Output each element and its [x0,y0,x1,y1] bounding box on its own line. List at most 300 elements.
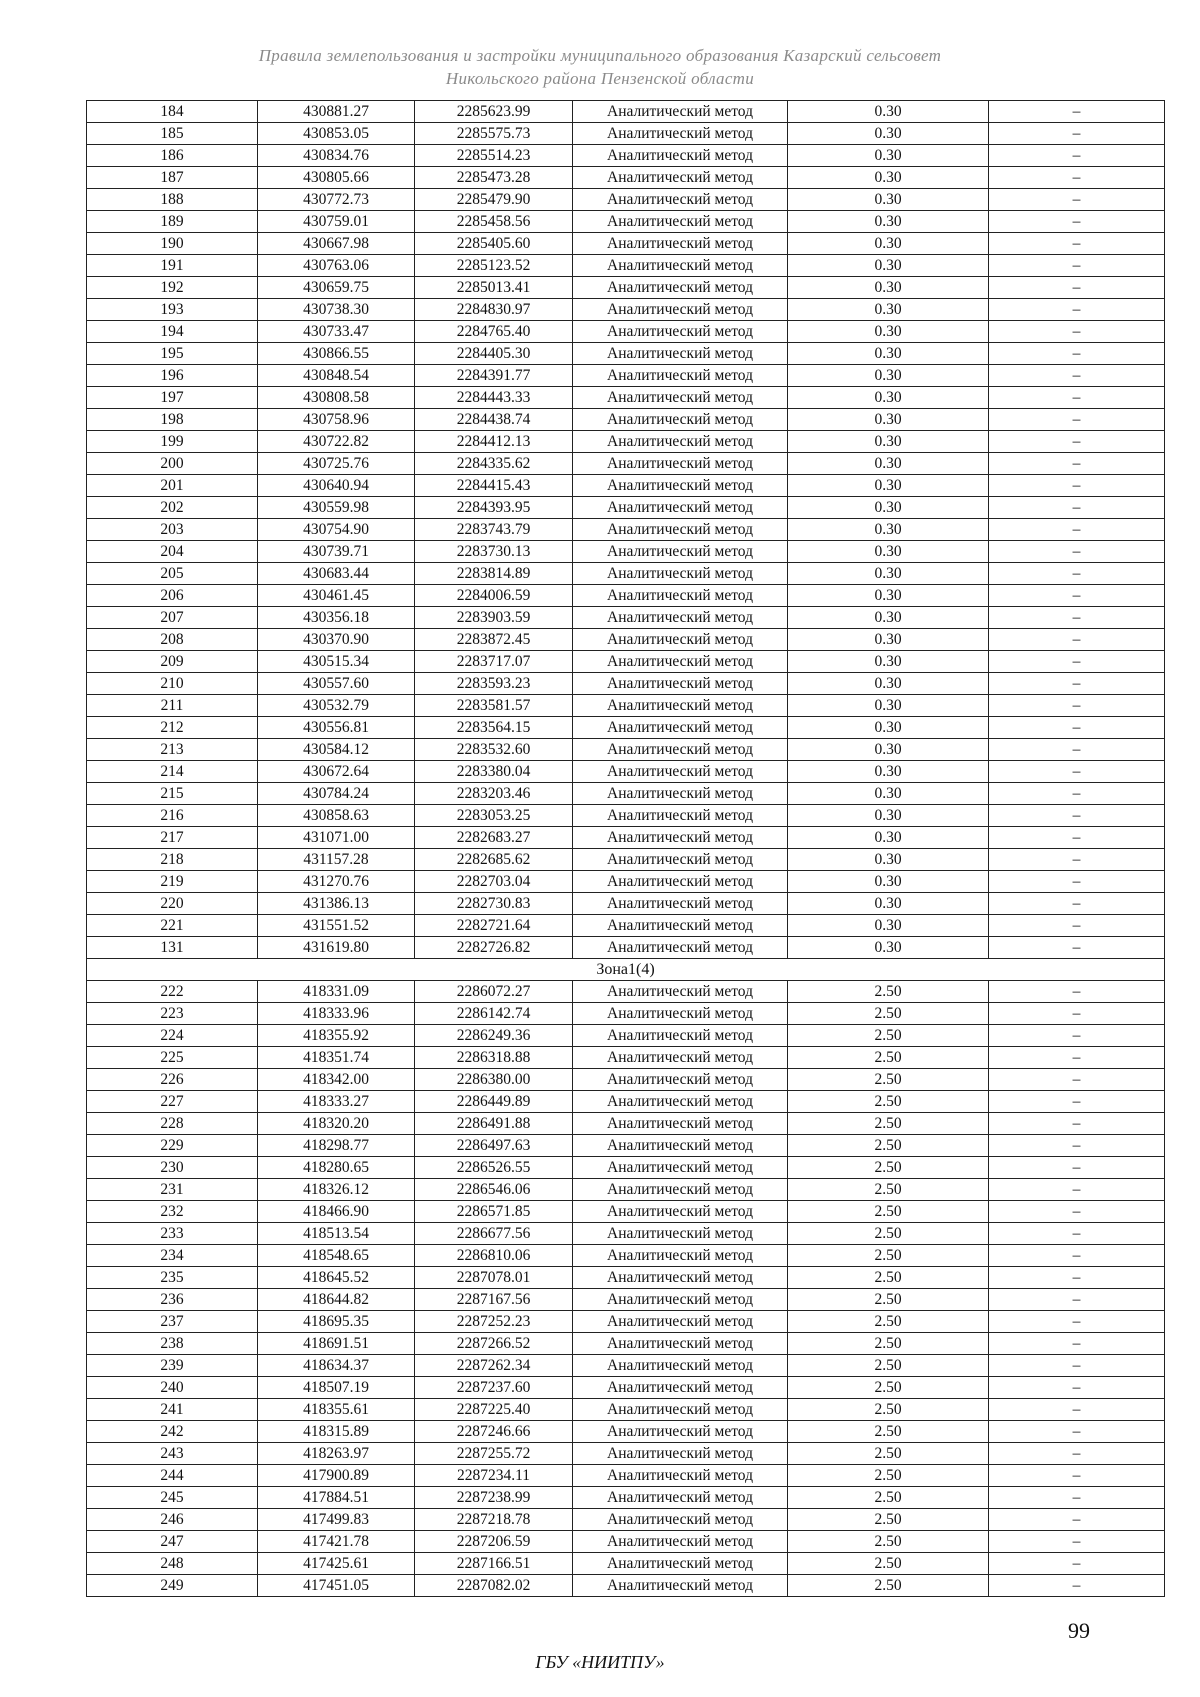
table-row [87,1465,1165,1487]
x-coordinate-cell: 430556.81 [258,717,415,739]
point-number-cell: 226 [87,1069,258,1091]
method-cell: Аналитический метод [573,1553,788,1575]
point-number-cell: 216 [87,805,258,827]
method-cell: Аналитический метод [573,409,788,431]
y-coordinate-cell: 2287225.40 [415,1399,573,1421]
point-number-cell: 185 [87,123,258,145]
x-coordinate-cell: 417499.83 [258,1509,415,1531]
point-number-cell: 202 [87,497,258,519]
x-coordinate-cell: 418466.90 [258,1201,415,1223]
dash-cell: – [989,255,1165,277]
accuracy-cell: 2.50 [788,1487,989,1509]
accuracy-cell: 0.30 [788,585,989,607]
dash-cell: – [989,299,1165,321]
method-cell: Аналитический метод [573,1245,788,1267]
y-coordinate-cell: 2284765.40 [415,321,573,343]
y-coordinate-cell: 2286491.88 [415,1113,573,1135]
table-row [87,849,1165,871]
method-cell: Аналитический метод [573,1487,788,1509]
accuracy-cell: 2.50 [788,1047,989,1069]
x-coordinate-cell: 430784.24 [258,783,415,805]
table-row [87,409,1165,431]
point-number-cell: 220 [87,893,258,915]
point-number-cell: 207 [87,607,258,629]
dash-cell: – [989,1047,1165,1069]
method-cell: Аналитический метод [573,1091,788,1113]
table-row [87,1531,1165,1553]
point-number-cell: 188 [87,189,258,211]
method-cell: Аналитический метод [573,211,788,233]
x-coordinate-cell: 430640.94 [258,475,415,497]
dash-cell: – [989,893,1165,915]
accuracy-cell: 0.30 [788,739,989,761]
x-coordinate-cell: 430738.30 [258,299,415,321]
method-cell: Аналитический метод [573,695,788,717]
x-coordinate-cell: 431270.76 [258,871,415,893]
point-number-cell: 223 [87,1003,258,1025]
x-coordinate-cell: 430559.98 [258,497,415,519]
y-coordinate-cell: 2287252.23 [415,1311,573,1333]
x-coordinate-cell: 430763.06 [258,255,415,277]
accuracy-cell: 2.50 [788,1091,989,1113]
table-row [87,585,1165,607]
dash-cell: – [989,1355,1165,1377]
method-cell: Аналитический метод [573,1157,788,1179]
x-coordinate-cell: 418645.52 [258,1267,415,1289]
method-cell: Аналитический метод [573,871,788,893]
y-coordinate-cell: 2284412.13 [415,431,573,453]
point-number-cell: 222 [87,981,258,1003]
table-row [87,981,1165,1003]
point-number-cell: 247 [87,1531,258,1553]
table-row [87,717,1165,739]
header-line-1: Правила землепользования и застройки муниципального образования Казарский сельсовет [258,46,942,65]
dash-cell: – [989,189,1165,211]
accuracy-cell: 2.50 [788,1267,989,1289]
table-row [87,541,1165,563]
x-coordinate-cell: 430758.96 [258,409,415,431]
accuracy-cell: 0.30 [788,849,989,871]
table-row [87,1003,1165,1025]
table-row [87,1333,1165,1355]
dash-cell: – [989,277,1165,299]
accuracy-cell: 2.50 [788,1113,989,1135]
table-row [87,519,1165,541]
y-coordinate-cell: 2283203.46 [415,783,573,805]
table-row [87,255,1165,277]
point-number-cell: 246 [87,1509,258,1531]
x-coordinate-cell: 431157.28 [258,849,415,871]
x-coordinate-cell: 430808.58 [258,387,415,409]
accuracy-cell: 0.30 [788,387,989,409]
point-number-cell: 229 [87,1135,258,1157]
dash-cell: – [989,805,1165,827]
accuracy-cell: 0.30 [788,695,989,717]
dash-cell: – [989,1377,1165,1399]
accuracy-cell: 2.50 [788,1179,989,1201]
y-coordinate-cell: 2286526.55 [415,1157,573,1179]
accuracy-cell: 0.30 [788,365,989,387]
header-line-2: Никольского района Пензенской области [445,69,755,88]
x-coordinate-cell: 431386.13 [258,893,415,915]
y-coordinate-cell: 2286142.74 [415,1003,573,1025]
table-row [87,233,1165,255]
table-row [87,1091,1165,1113]
table-row [87,387,1165,409]
accuracy-cell: 0.30 [788,673,989,695]
y-coordinate-cell: 2287238.99 [415,1487,573,1509]
accuracy-cell: 0.30 [788,145,989,167]
y-coordinate-cell: 2287262.34 [415,1355,573,1377]
table-row [87,1421,1165,1443]
x-coordinate-cell: 430557.60 [258,673,415,695]
method-cell: Аналитический метод [573,1025,788,1047]
table-row [87,915,1165,937]
method-cell: Аналитический метод [573,915,788,937]
dash-cell: – [989,1003,1165,1025]
dash-cell: – [989,1333,1165,1355]
method-cell: Аналитический метод [573,145,788,167]
y-coordinate-cell: 2282726.82 [415,937,573,959]
method-cell: Аналитический метод [573,1179,788,1201]
table-row [87,1553,1165,1575]
dash-cell: – [989,783,1165,805]
point-number-cell: 224 [87,1025,258,1047]
dash-cell: – [989,365,1165,387]
accuracy-cell: 0.30 [788,123,989,145]
y-coordinate-cell: 2285575.73 [415,123,573,145]
dash-cell: – [989,1399,1165,1421]
table-row [87,1355,1165,1377]
y-coordinate-cell: 2282683.27 [415,827,573,849]
table-row [87,871,1165,893]
y-coordinate-cell: 2283581.57 [415,695,573,717]
point-number-cell: 228 [87,1113,258,1135]
accuracy-cell: 0.30 [788,937,989,959]
method-cell: Аналитический метод [573,1267,788,1289]
y-coordinate-cell: 2285479.90 [415,189,573,211]
point-number-cell: 232 [87,1201,258,1223]
dash-cell: – [989,167,1165,189]
table-row [87,475,1165,497]
accuracy-cell: 0.30 [788,871,989,893]
accuracy-cell: 2.50 [788,1399,989,1421]
method-cell: Аналитический метод [573,739,788,761]
dash-cell: – [989,1443,1165,1465]
accuracy-cell: 0.30 [788,761,989,783]
accuracy-cell: 0.30 [788,893,989,915]
point-number-cell: 225 [87,1047,258,1069]
x-coordinate-cell: 430672.64 [258,761,415,783]
table-row [87,695,1165,717]
method-cell: Аналитический метод [573,1355,788,1377]
point-number-cell: 217 [87,827,258,849]
method-cell: Аналитический метод [573,1201,788,1223]
accuracy-cell: 0.30 [788,475,989,497]
dash-cell: – [989,761,1165,783]
y-coordinate-cell: 2284415.43 [415,475,573,497]
accuracy-cell: 2.50 [788,1135,989,1157]
y-coordinate-cell: 2283053.25 [415,805,573,827]
y-coordinate-cell: 2287206.59 [415,1531,573,1553]
accuracy-cell: 2.50 [788,1245,989,1267]
table-row [87,1223,1165,1245]
method-cell: Аналитический метод [573,761,788,783]
dash-cell: – [989,211,1165,233]
table-row [87,101,1165,123]
x-coordinate-cell: 430772.73 [258,189,415,211]
x-coordinate-cell: 431619.80 [258,937,415,959]
accuracy-cell: 2.50 [788,1201,989,1223]
x-coordinate-cell: 418355.92 [258,1025,415,1047]
dash-cell: – [989,497,1165,519]
method-cell: Аналитический метод [573,255,788,277]
table-row [87,739,1165,761]
point-number-cell: 218 [87,849,258,871]
point-number-cell: 230 [87,1157,258,1179]
point-number-cell: 233 [87,1223,258,1245]
x-coordinate-cell: 417884.51 [258,1487,415,1509]
accuracy-cell: 0.30 [788,827,989,849]
accuracy-cell: 0.30 [788,497,989,519]
method-cell: Аналитический метод [573,387,788,409]
table-row [87,167,1165,189]
point-number-cell: 214 [87,761,258,783]
y-coordinate-cell: 2284393.95 [415,497,573,519]
x-coordinate-cell: 418280.65 [258,1157,415,1179]
accuracy-cell: 0.30 [788,299,989,321]
accuracy-cell: 2.50 [788,1509,989,1531]
point-number-cell: 243 [87,1443,258,1465]
point-number-cell: 209 [87,651,258,673]
x-coordinate-cell: 418320.20 [258,1113,415,1135]
method-cell: Аналитический метод [573,673,788,695]
table-row [87,1399,1165,1421]
dash-cell: – [989,1267,1165,1289]
method-cell: Аналитический метод [573,805,788,827]
y-coordinate-cell: 2287078.01 [415,1267,573,1289]
method-cell: Аналитический метод [573,893,788,915]
accuracy-cell: 0.30 [788,189,989,211]
point-number-cell: 238 [87,1333,258,1355]
y-coordinate-cell: 2286249.36 [415,1025,573,1047]
y-coordinate-cell: 2286072.27 [415,981,573,1003]
dash-cell: – [989,431,1165,453]
table-row [87,211,1165,233]
accuracy-cell: 2.50 [788,1553,989,1575]
x-coordinate-cell: 418326.12 [258,1179,415,1201]
x-coordinate-cell: 417421.78 [258,1531,415,1553]
dash-cell: – [989,937,1165,959]
y-coordinate-cell: 2287237.60 [415,1377,573,1399]
method-cell: Аналитический метод [573,233,788,255]
table-row [87,321,1165,343]
x-coordinate-cell: 431071.00 [258,827,415,849]
point-number-cell: 196 [87,365,258,387]
x-coordinate-cell: 430356.18 [258,607,415,629]
method-cell: Аналитический метод [573,783,788,805]
table-row [87,893,1165,915]
accuracy-cell: 0.30 [788,519,989,541]
dash-cell: – [989,1509,1165,1531]
point-number-cell: 184 [87,101,258,123]
method-cell: Аналитический метод [573,585,788,607]
accuracy-cell: 0.30 [788,255,989,277]
method-cell: Аналитический метод [573,453,788,475]
x-coordinate-cell: 430722.82 [258,431,415,453]
accuracy-cell: 0.30 [788,321,989,343]
method-cell: Аналитический метод [573,607,788,629]
x-coordinate-cell: 430532.79 [258,695,415,717]
accuracy-cell: 0.30 [788,607,989,629]
dash-cell: – [989,1069,1165,1091]
y-coordinate-cell: 2282721.64 [415,915,573,937]
accuracy-cell: 2.50 [788,1377,989,1399]
method-cell: Аналитический метод [573,189,788,211]
point-number-cell: 195 [87,343,258,365]
table-row [87,1267,1165,1289]
dash-cell: – [989,1289,1165,1311]
method-cell: Аналитический метод [573,1465,788,1487]
dash-cell: – [989,321,1165,343]
table-row [87,1377,1165,1399]
y-coordinate-cell: 2283730.13 [415,541,573,563]
dash-cell: – [989,1553,1165,1575]
point-number-cell: 189 [87,211,258,233]
method-cell: Аналитический метод [573,1421,788,1443]
x-coordinate-cell: 418351.74 [258,1047,415,1069]
table-row [87,453,1165,475]
table-row [87,1311,1165,1333]
y-coordinate-cell: 2283717.07 [415,651,573,673]
y-coordinate-cell: 2287082.02 [415,1575,573,1597]
y-coordinate-cell: 2284443.33 [415,387,573,409]
page-number: 99 [1068,1618,1090,1643]
y-coordinate-cell: 2284391.77 [415,365,573,387]
table-row [87,1201,1165,1223]
table-row [87,1025,1165,1047]
table-row [87,431,1165,453]
x-coordinate-cell: 418333.27 [258,1091,415,1113]
dash-cell: – [989,871,1165,893]
accuracy-cell: 2.50 [788,1223,989,1245]
y-coordinate-cell: 2287246.66 [415,1421,573,1443]
x-coordinate-cell: 417900.89 [258,1465,415,1487]
point-number-cell: 197 [87,387,258,409]
y-coordinate-cell: 2286810.06 [415,1245,573,1267]
point-number-cell: 242 [87,1421,258,1443]
table-row [87,937,1165,959]
x-coordinate-cell: 430515.34 [258,651,415,673]
method-cell: Аналитический метод [573,1003,788,1025]
x-coordinate-cell: 430733.47 [258,321,415,343]
x-coordinate-cell: 430866.55 [258,343,415,365]
y-coordinate-cell: 2284335.62 [415,453,573,475]
y-coordinate-cell: 2286546.06 [415,1179,573,1201]
point-number-cell: 215 [87,783,258,805]
x-coordinate-cell: 418548.65 [258,1245,415,1267]
point-number-cell: 201 [87,475,258,497]
accuracy-cell: 2.50 [788,1355,989,1377]
y-coordinate-cell: 2282730.83 [415,893,573,915]
dash-cell: – [989,145,1165,167]
coordinates-table [86,100,1165,1597]
point-number-cell: 244 [87,1465,258,1487]
y-coordinate-cell: 2287218.78 [415,1509,573,1531]
x-coordinate-cell: 430667.98 [258,233,415,255]
accuracy-cell: 0.30 [788,431,989,453]
x-coordinate-cell: 430370.90 [258,629,415,651]
table-row [87,1113,1165,1135]
accuracy-cell: 2.50 [788,981,989,1003]
method-cell: Аналитический метод [573,651,788,673]
x-coordinate-cell: 431551.52 [258,915,415,937]
table-row [87,299,1165,321]
table-row [87,343,1165,365]
point-number-cell: 192 [87,277,258,299]
method-cell: Аналитический метод [573,1069,788,1091]
method-cell: Аналитический метод [573,1575,788,1597]
method-cell: Аналитический метод [573,431,788,453]
table-row [87,1443,1165,1465]
accuracy-cell: 0.30 [788,805,989,827]
point-number-cell: 231 [87,1179,258,1201]
point-number-cell: 210 [87,673,258,695]
document-footer: ГБУ «НИИТПУ» [535,1652,665,1672]
y-coordinate-cell: 2283532.60 [415,739,573,761]
accuracy-cell: 0.30 [788,717,989,739]
point-number-cell: 186 [87,145,258,167]
x-coordinate-cell: 430853.05 [258,123,415,145]
y-coordinate-cell: 2285405.60 [415,233,573,255]
dash-cell: – [989,827,1165,849]
table-row [87,1047,1165,1069]
dash-cell: – [989,541,1165,563]
y-coordinate-cell: 2285123.52 [415,255,573,277]
x-coordinate-cell: 418263.97 [258,1443,415,1465]
x-coordinate-cell: 430881.27 [258,101,415,123]
x-coordinate-cell: 418333.96 [258,1003,415,1025]
table-row [87,1289,1165,1311]
x-coordinate-cell: 418644.82 [258,1289,415,1311]
accuracy-cell: 2.50 [788,1003,989,1025]
y-coordinate-cell: 2282685.62 [415,849,573,871]
x-coordinate-cell: 418331.09 [258,981,415,1003]
x-coordinate-cell: 430739.71 [258,541,415,563]
zone-label: Зона1(4) [87,959,1165,981]
accuracy-cell: 0.30 [788,651,989,673]
point-number-cell: 191 [87,255,258,277]
x-coordinate-cell: 430584.12 [258,739,415,761]
method-cell: Аналитический метод [573,101,788,123]
dash-cell: – [989,1465,1165,1487]
y-coordinate-cell: 2287166.51 [415,1553,573,1575]
y-coordinate-cell: 2284006.59 [415,585,573,607]
point-number-cell: 211 [87,695,258,717]
coordinates-table-body [87,101,1165,1597]
dash-cell: – [989,1113,1165,1135]
dash-cell: – [989,607,1165,629]
x-coordinate-cell: 417451.05 [258,1575,415,1597]
method-cell: Аналитический метод [573,1047,788,1069]
dash-cell: – [989,1025,1165,1047]
accuracy-cell: 0.30 [788,629,989,651]
dash-cell: – [989,1223,1165,1245]
method-cell: Аналитический метод [573,981,788,1003]
point-number-cell: 248 [87,1553,258,1575]
dash-cell: – [989,1421,1165,1443]
y-coordinate-cell: 2284438.74 [415,409,573,431]
